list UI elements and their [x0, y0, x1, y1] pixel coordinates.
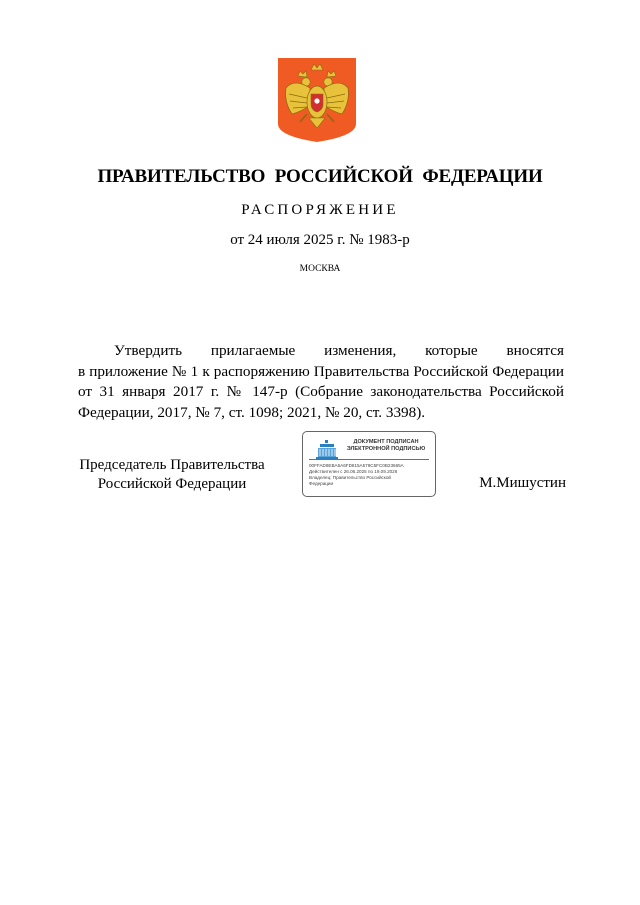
order-text [78, 341, 564, 423]
document-date-number: от 24 июля 2025 г. № 1983-р [230, 232, 410, 248]
signer-position [72, 456, 272, 494]
electronic-signature-stamp [302, 431, 436, 497]
order-text-line: от 31 января 2017 г. № 147-р (Собрание законодательства Российской [78, 383, 564, 400]
signer-surname: М.Мишустин [479, 475, 566, 491]
stamp-header-line: ДОКУМЕНТ ПОДПИСАН [353, 439, 419, 445]
document-type: РАСПОРЯЖЕНИЕ [241, 202, 399, 218]
signer-position-line: Председатель Правительства [79, 457, 265, 473]
signer-position-line: Российской Федерации [97, 476, 247, 492]
stamp-certificate: 00FFAD9EBA5A6FD815A579C5FC0B23665A [309, 463, 404, 468]
stamp-details [309, 463, 433, 487]
order-text-line: Федерации, 2017, № 7, ст. 1098; 2021, № 20, ст. 3398). [78, 403, 426, 421]
stamp-header-line: ЭЛЕКТРОННОЙ ПОДПИСЬЮ [346, 446, 426, 452]
issuer-title: ПРАВИТЕЛЬСТВО РОССИЙСКОЙ ФЕДЕРАЦИИ [97, 166, 543, 187]
issue-city: МОСКВА [299, 264, 341, 274]
stamp-divider [309, 459, 429, 460]
russian-coat-of-arms-icon [276, 56, 358, 144]
building-icon [315, 438, 341, 460]
order-text-line: в приложение № 1 к распоряжению Правительства Российской Федерации [78, 362, 564, 380]
stamp-header [339, 439, 433, 453]
stamp-owner-line: Федерации [309, 481, 334, 486]
order-text-line: Утвердить прилагаемые изменения, которые вносятся [114, 342, 564, 359]
stamp-validity: Действителен с 26.06.2025 по 19.09.2026 [309, 469, 398, 474]
stamp-owner-line: Владелец: Правительство Российской [309, 475, 391, 480]
